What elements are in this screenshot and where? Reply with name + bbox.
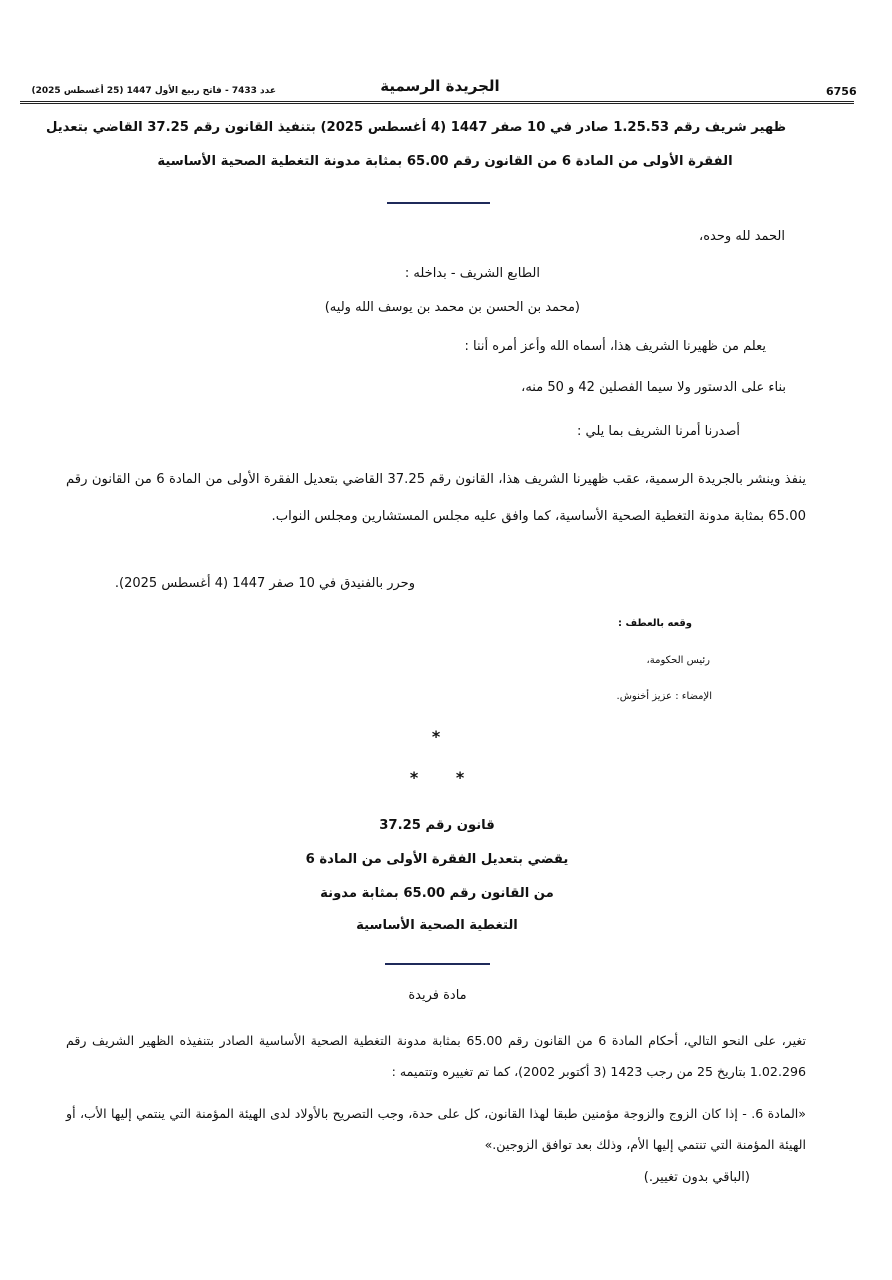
separator-star: * — [431, 727, 441, 746]
law-title-divider — [385, 963, 490, 965]
separator-star: * — [455, 768, 465, 787]
order-statement: أصدرنا أمرنا الشريف بما يلي : — [577, 424, 740, 439]
done-at: وحرر بالفنيدق في 10 صفر 1447 (4 أغسطس 2025). — [114, 576, 415, 591]
seal-name: (محمد بن الحسن بن محمد بن يوسف الله وليه) — [324, 300, 580, 315]
law-intro: تغير، على النحو التالي، أحكام المادة 6 من القانون رقم 65.00 بمثابة مدونة التغطية الصحية الأساسية الصادر بتنفيذه الظهير الشريف رقم 1.02.296 بتاريخ 25 من رجب 1423 (3 أكتوبر 2002)، كما تم تغييره وتتميمه : — [66, 1033, 806, 1079]
legal-basis: بناء على الدستور ولا سيما الفصلين 42 و 50 منه، — [521, 380, 786, 395]
praise: الحمد لله وحده، — [699, 229, 785, 244]
prime-minister-title: رئيس الحكومة، — [646, 655, 710, 666]
signature: الإمضاء : عزيز أخنوش. — [616, 691, 712, 702]
law-title-line2: يقضي بتعديل الفقرة الأولى من المادة 6 — [305, 852, 569, 867]
dahir-title-line2: الفقرة الأولى من المادة 6 من القانون رقم 65.00 بمثابة مدونة التغطية الصحية الأساسية — [157, 154, 733, 169]
header-rule — [20, 101, 854, 104]
article-6-amendment: «المادة 6. - إذا كان الزوج والزوجة مؤمنين طبقا لهذا القانون، كل على حدة، وجب التصريح بالأولاد لدى الهيئة المؤمنة التي ينتمي إليها الأب، أو الهيئة المؤمنة التي تنتمي إليها الأم، وذلك بعد توافق الزوجين.» — [66, 1106, 806, 1152]
law-title-line4: التغطية الصحية الأساسية — [356, 918, 518, 933]
dahir-title-line1: ظهير شريف رقم 1.25.53 صادر في 10 صفر 1447 (4 أغسطس 2025) بتنفيذ القانون رقم 37.25 القاضي بتعديل — [45, 120, 786, 135]
article-heading: مادة فريدة — [408, 988, 467, 1003]
seal-label: الطابع الشريف - بداخله : — [404, 266, 540, 281]
countersign-label: وقعه بالعطف : — [618, 618, 692, 629]
law-title-line1: قانون رقم 37.25 — [379, 818, 495, 833]
remainder-note: (الباقي بدون تغيير.) — [643, 1170, 750, 1185]
announcement: يعلم من ظهيرنا الشريف هذا، أسماه الله وأعز أمره أننا : — [464, 339, 766, 354]
journal-title: الجريدة الرسمية — [380, 77, 500, 95]
separator-star: * — [409, 768, 419, 787]
title-divider — [387, 202, 490, 204]
dahir-body: ينفذ وينشر بالجريدة الرسمية، عقب ظهيرنا الشريف هذا، القانون رقم 37.25 القاضي بتعديل الفقرة الأولى من المادة 6 من القانون رقم 65.00 بمثابة مدونة التغطية الصحية الأساسية، كما وافق عليه مجلس المستشارين ومجلس النواب. — [66, 472, 807, 524]
law-title-line3: من القانون رقم 65.00 بمثابة مدونة — [320, 886, 554, 901]
issue-info: عدد 7433 - فاتح ربيع الأول 1447 (25 أغسطس 2025) — [31, 86, 276, 96]
page-number: 6756 — [826, 85, 857, 98]
